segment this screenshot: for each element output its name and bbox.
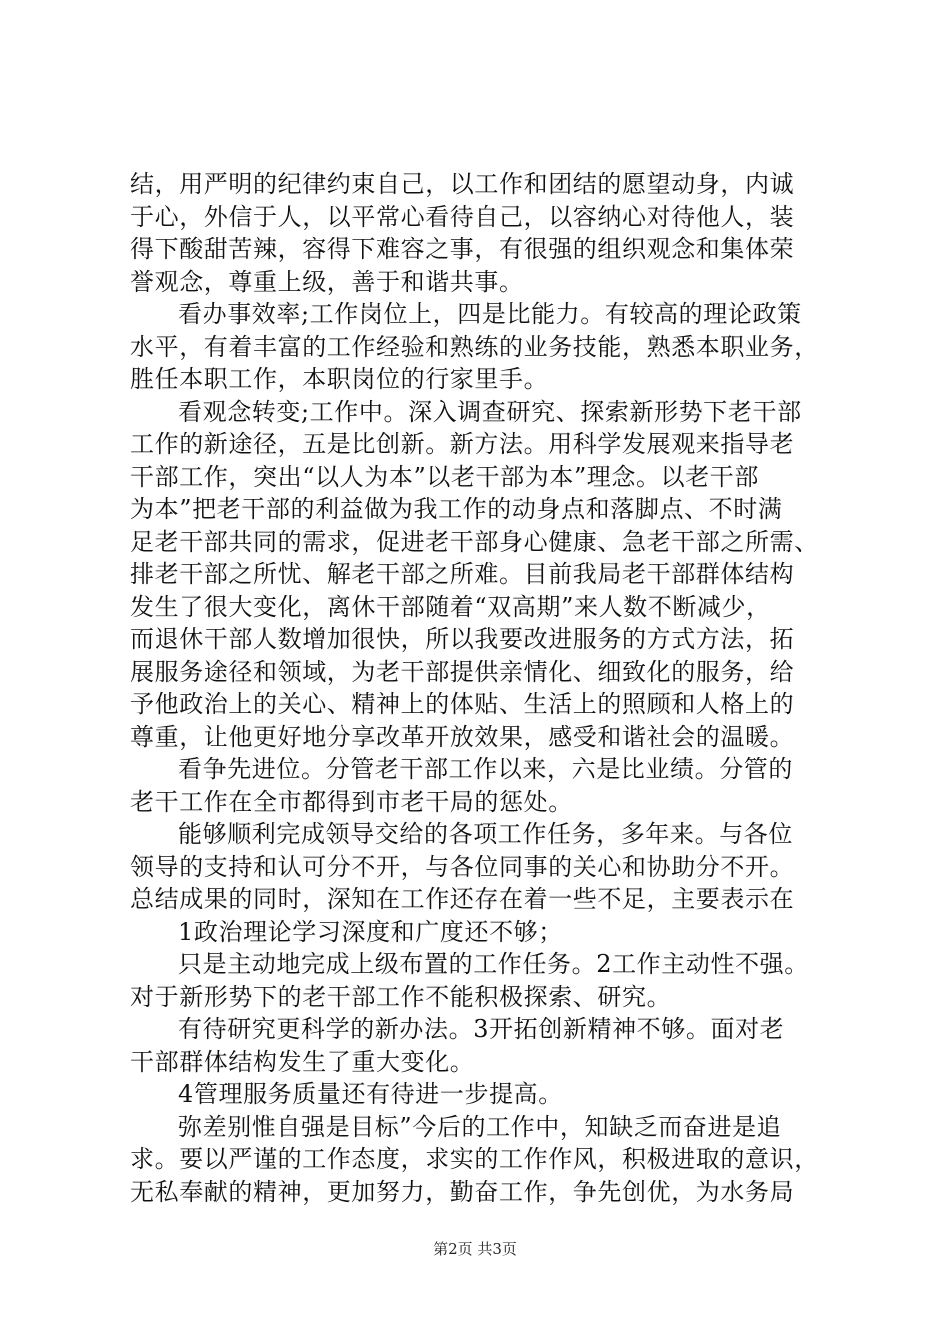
paragraph-first-line: 只是主动地完成上级布置的工作任务。2工作主动性不强。 [178,950,809,978]
text-line: 总结成果的同时，深知在工作还存在着一些不足，主要表示在 [130,885,795,913]
paragraph-first-line: 4管理服务质量还有待进一步提高。 [178,1080,563,1108]
text-line: 展服务途径和领域，为老干部提供亲情化、细致化的服务，给 [130,657,795,686]
paragraph-first-line: 看办事效率;工作岗位上，四是比能力。有较高的理论政策 [178,300,802,328]
paragraph-first-line: 弥差别惟自强是目标”今后的工作中，知缺乏而奋进是追 [178,1112,782,1141]
text-line: 为本”把老干部的利益做为我工作的动身点和落脚点、不时满 [130,495,783,523]
page-number: 第2页 共3页 [433,1240,517,1258]
text-line: 水平，有着丰富的工作经验和熟练的业务技能，熟悉本职业务， [130,332,819,361]
text-line: 得下酸甜苦辣，容得下难容之事，有很强的组织观念和集体荣 [130,235,795,263]
text-line: 而退休干部人数增加很快，所以我要改进服务的方式方法，拓 [130,625,795,653]
text-line: 排老干部之所忧、解老干部之所难。目前我局老干部群体结构 [130,560,795,588]
text-line: 对于新形势下的老干部工作不能积极探索、研究。 [130,982,672,1011]
paragraph-first-line: 看争先进位。分管老干部工作以来，六是比业绩。分管的 [178,755,793,783]
text-line: 工作的新途径，五是比创新。新方法。用科学发展观来指导老 [130,430,795,458]
paragraph-first-line: 1政治理论学习深度和广度还不够； [178,917,563,946]
text-line: 干部群体结构发生了重大变化。 [130,1047,475,1076]
text-line: 发生了很大变化，离休干部随着“双高期”来人数不断减少， [130,592,771,621]
document-body [130,168,850,1208]
paragraph-first-line: 看观念转变;工作中。深入调查研究、探索新形势下老干部 [178,397,802,426]
text-line: 誉观念，尊重上级，善于和谐共事。 [130,267,524,296]
text-line: 求。要以严谨的工作态度，求实的工作作风，积极进取的意识， [130,1145,819,1173]
text-line: 结，用严明的纪律约束自己，以工作和团结的愿望动身，内诚 [130,170,795,198]
text-line: 于心，外信于人，以平常心看待自己，以容纳心对待他人，装 [130,202,795,231]
paragraph-first-line: 有待研究更科学的新办法。3开拓创新精神不够。面对老 [178,1015,785,1043]
text-line: 胜任本职工作，本职岗位的行家里手。 [130,365,549,393]
text-line: 领导的支持和认可分不开，与各位同事的关心和协助分不开。 [130,852,795,881]
paragraph-first-line: 能够顺利完成领导交给的各项工作任务，多年来。与各位 [178,820,793,848]
text-line: 予他政治上的关心、精神上的体贴、生活上的照顾和人格上的 [130,690,795,718]
text-line: 足老干部共同的需求，促进老干部身心健康、急老干部之所需、 [130,527,819,556]
text-line: 干部工作，突出“以人为本”以老干部为本”理念。以老干部 [130,462,760,491]
text-line: 尊重，让他更好地分享改革开放效果，感受和谐社会的温暖。 [130,722,795,751]
text-line: 老干工作在全市都得到市老干局的惩处。 [130,787,573,816]
text-line: 无私奉献的精神，更加努力，勤奋工作，争先创优，为水务局 [130,1177,795,1206]
